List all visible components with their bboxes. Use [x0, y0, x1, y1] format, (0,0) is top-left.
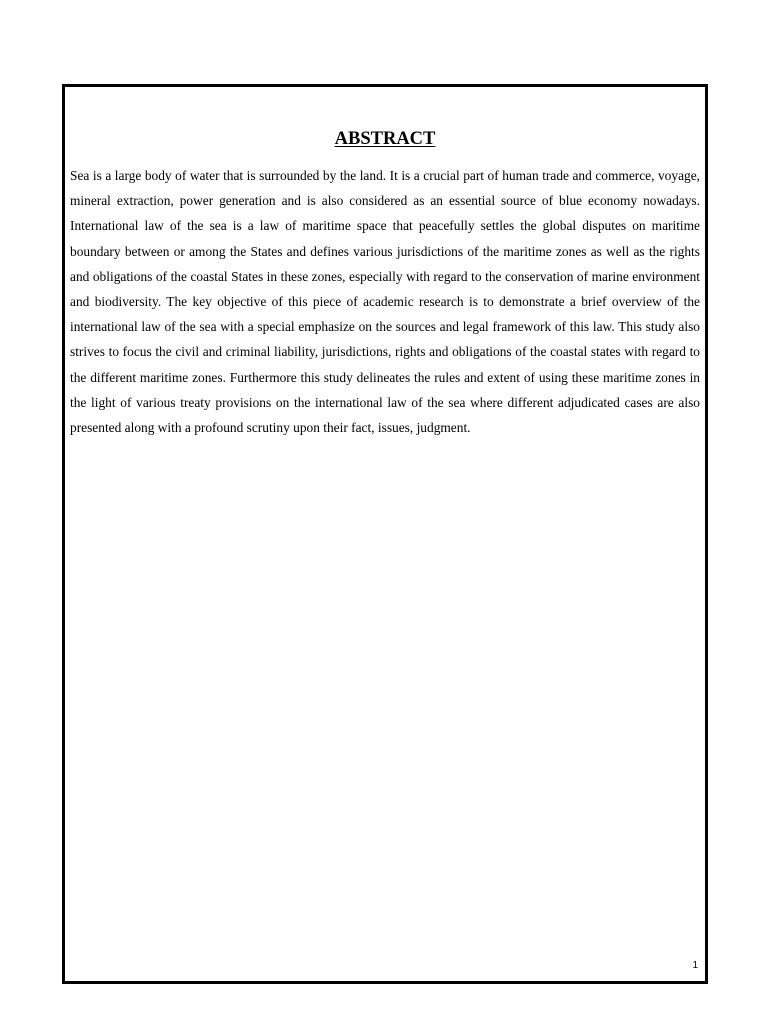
page-border [62, 84, 708, 984]
abstract-paragraph: Sea is a large body of water that is surrounded by the land. It is a crucial part of human trade and commerce, voyage, mineral extraction, power generation and is also considered as an essential source of blue economy nowadays. International law of the sea is a law of maritime space that peacefully settles the global disputes on maritime boundary between or among the States and defines various jurisdictions of the maritime zones as well as the rights and obligations of the coastal States in these zones, especially with regard to the conservation of marine environment and biodiversity. The key objective of this piece of academic research is to demonstrate a brief overview of the international law of the sea with a special emphasize on the sources and legal framework of this law. This study also strives to focus the civil and criminal liability, jurisdictions, rights and obligations of the coastal states with regard to the different maritime zones. Furthermore this study delineates the rules and extent of using these maritime zones in the light of various treaty provisions on the international law of the sea where different adjudicated cases are also presented along with a profound scrutiny upon their fact, issues, judgment. [70, 168, 700, 436]
page-number: 1 [692, 960, 698, 971]
abstract-heading: ABSTRACT [334, 129, 436, 149]
